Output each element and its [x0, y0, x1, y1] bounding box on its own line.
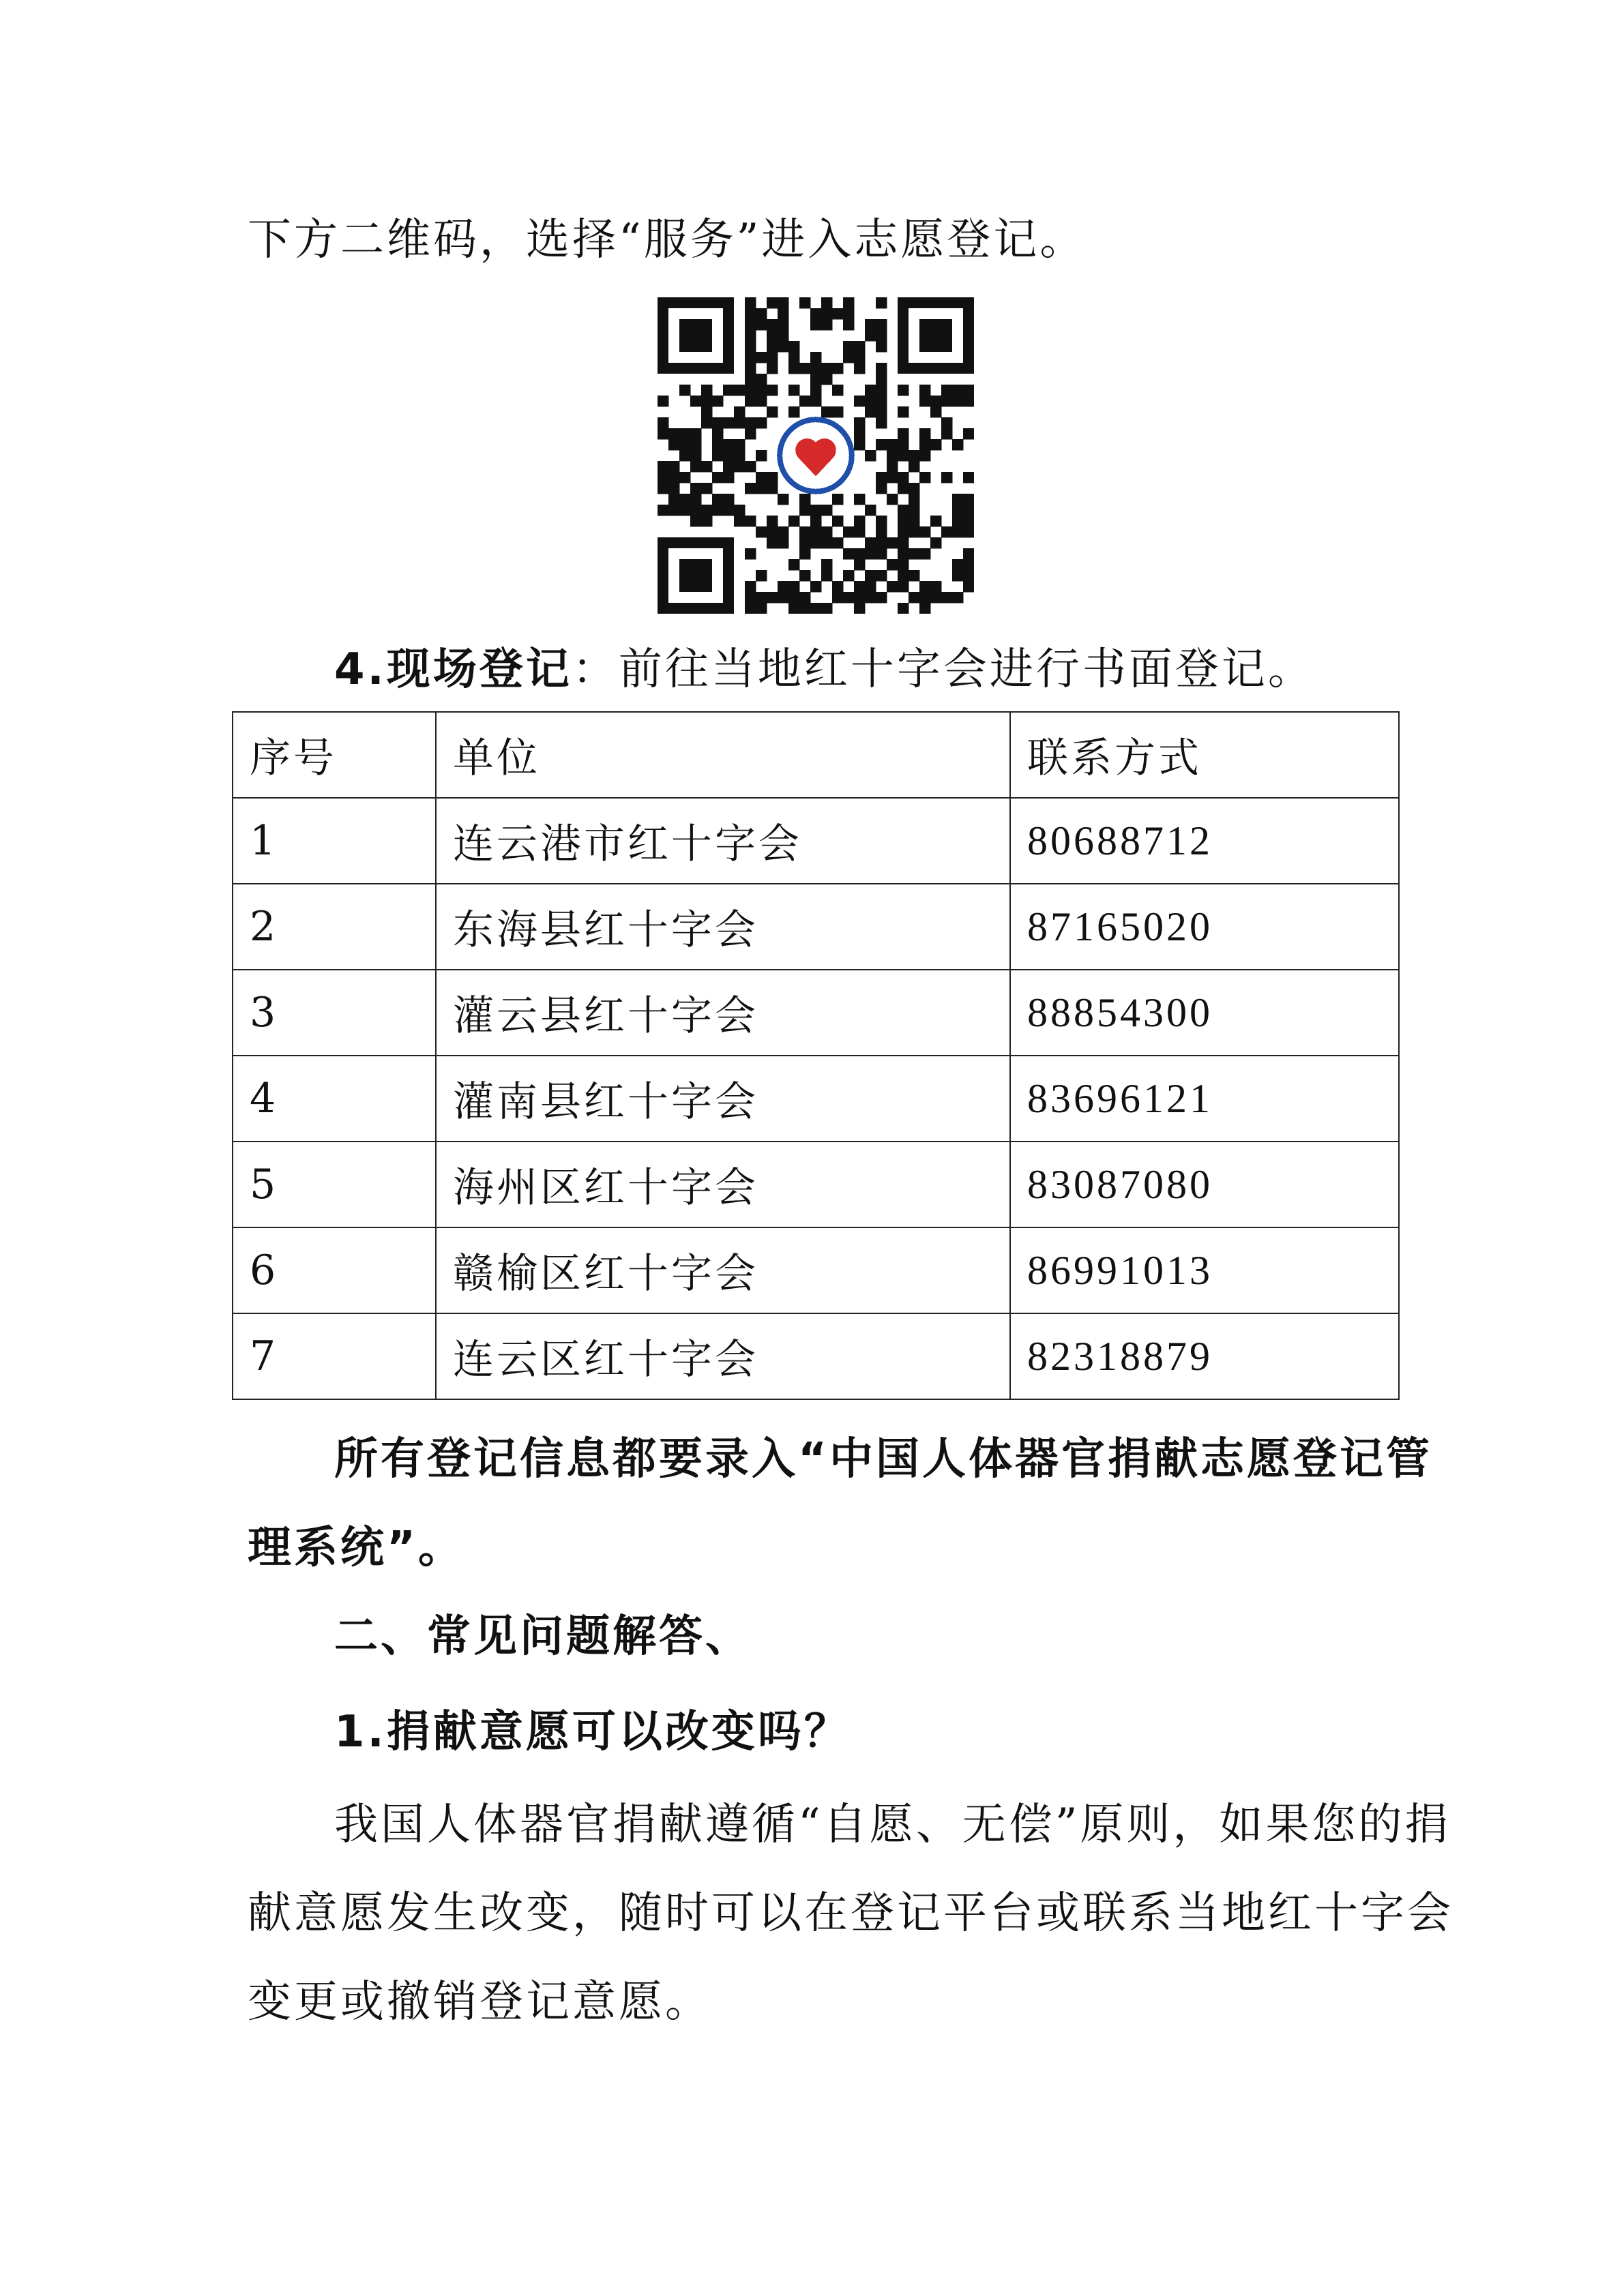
registration-note-line2: 理系统”。	[248, 1523, 465, 1573]
section-heading-faq: 二、常见问题解答、	[334, 1611, 752, 1662]
answer-1-line1: 我国人体器官捐献遵循“自愿、无偿”原则，如果您的捐	[334, 1800, 1451, 1850]
row-unit: 灌云县红十字会	[436, 970, 1010, 1056]
row-phone: 83087080	[1010, 1142, 1399, 1227]
row-unit: 灌南县红十字会	[436, 1056, 1010, 1142]
row-phone: 87165020	[1010, 884, 1399, 970]
row-index: 7	[233, 1313, 436, 1399]
row-phone: 86991013	[1010, 1227, 1399, 1313]
row-index: 4	[233, 1056, 436, 1142]
row-unit: 东海县红十字会	[436, 884, 1010, 970]
qr-code[interactable]	[658, 297, 974, 614]
table-row	[233, 1227, 1399, 1313]
answer-1-line2: 献意愿发生改变，随时可以在登记平台或联系当地红十字会	[248, 1888, 1453, 1939]
header-index: 序号	[233, 712, 436, 798]
row-unit: 连云区红十字会	[436, 1313, 1010, 1399]
question-1: 1.捐献意愿可以改变吗？	[334, 1707, 851, 1757]
row-index: 6	[233, 1227, 436, 1313]
row-index: 1	[233, 798, 436, 884]
row-phone: 83696121	[1010, 1056, 1399, 1142]
table-row	[233, 798, 1399, 884]
row-index: 2	[233, 884, 436, 970]
table-row	[233, 1313, 1399, 1399]
table-row	[233, 1056, 1399, 1142]
row-index: 3	[233, 970, 436, 1056]
answer-1-line3: 变更或撤销登记意愿。	[248, 1977, 711, 2027]
contact-table	[232, 711, 1400, 1400]
header-unit: 单位	[436, 712, 1010, 798]
table-header-row	[233, 712, 1399, 798]
table-row	[233, 970, 1399, 1056]
row-index: 5	[233, 1142, 436, 1227]
row-unit: 海州区红十字会	[436, 1142, 1010, 1227]
row-unit: 赣榆区红十字会	[436, 1227, 1010, 1313]
row-phone: 88854300	[1010, 970, 1399, 1056]
row-phone: 82318879	[1010, 1313, 1399, 1399]
intro-continuation: 下方二维码，选择“服务”进入志愿登记。	[248, 215, 1087, 265]
onsite-label: 4.现场登记	[334, 644, 572, 695]
row-phone: 80688712	[1010, 798, 1399, 884]
row-unit: 连云港市红十字会	[436, 798, 1010, 884]
table-row	[233, 1142, 1399, 1227]
onsite-text: ：前往当地红十字会进行书面登记。	[572, 644, 1314, 695]
table-row	[233, 884, 1399, 970]
onsite-registration	[334, 642, 1314, 697]
header-contact: 联系方式	[1010, 712, 1399, 798]
registration-note-line1: 所有登记信息都要录入“中国人体器官捐献志愿登记管	[334, 1434, 1433, 1485]
